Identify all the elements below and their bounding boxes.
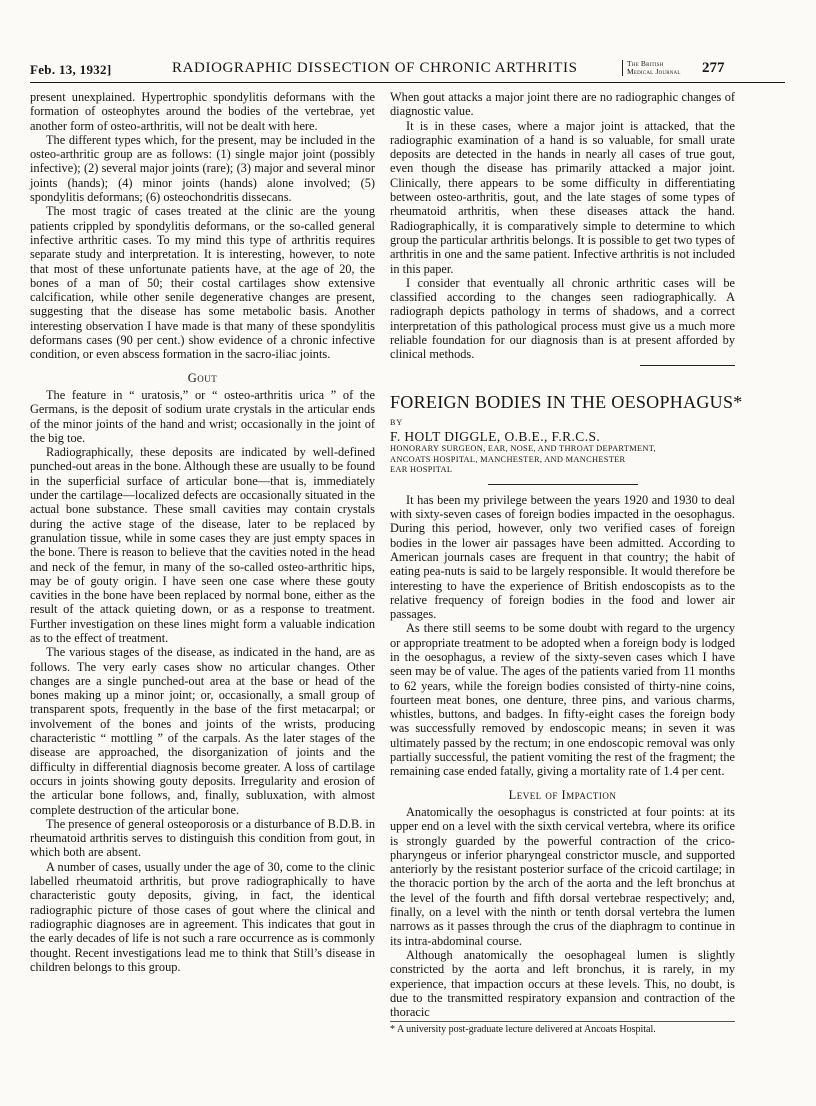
paragraph: Radiographically, these deposits are indicated by well-defined punched-out areas in the bone. Although these are usually to be found in the superficial surface of articular bone—that is, immediately under the cartilage—localized defects are occasionally situated in the actual bone substance. These small cavities may contain crystals during the active stage of the disease, later to be replaced by granulation tissue, while in some cases they are just empty spaces in the bone. There is reason to believe that the cavities noted in the head and neck of the femur, in many of the so-called osteo-arthritic hips, may be of gouty origin. I have seen one case where these gouty cavities in the bone have been replaced by normal bone, either as the result of the attack quieting down, or as a response to treatment. Further investigation on these lines might form a valuable indication as to the effect of treatment. — [30, 445, 375, 645]
paragraph: The feature in “ uratosis,” or “ osteo-arthritis urica ” of the Germans, is the deposit of sodium urate crystals in the articular ends of the minor joints of the hand and wrist; occasionally in the joint of the big toe. — [30, 387, 375, 445]
running-header — [30, 60, 785, 83]
left-column — [30, 90, 375, 974]
author-affiliation: EAR HOSPITAL — [390, 465, 453, 475]
paragraph: Although anatomically the oesophageal lumen is slightly constricted by the aorta and left bronchus, it is rarely, in my experience, that impaction occurs at these levels. This, no doubt, is due to the transmitted respiratory expansion and contraction of the thoracic — [390, 947, 735, 1020]
author-affiliation: ANCOATS HOSPITAL, MANCHESTER, AND MANCHESTER — [390, 454, 626, 464]
paragraph: A number of cases, usually under the age of 30, come to the clinic labelled rheumatoid arthritis, but prove radiographically to have characteristic gouty deposits, giving, in fact, the identical radiographic picture of those cases of gout where the clinical and radiographic diagnoses are in agreement. This indicates that gout in the early decades of life is not such a rare occurrence as is commonly thought. Recent investigations lead me to think that Still’s disease in children belongs to this group. — [30, 859, 375, 974]
author-affiliation: HONORARY SURGEON, EAR, NOSE, AND THROAT DEPARTMENT, — [390, 444, 656, 454]
paragraph: The presence of general osteoporosis or a disturbance of B.D.B. in rheumatoid arthritis serves to distinguish this condition from gout, in which both are absent. — [30, 816, 375, 860]
paragraph: It has been my privilege between the years 1920 and 1930 to deal with sixty-seven cases of foreign bodies impacted in the oesophagus. During this period, however, only two verified cases of foreign bodies in the lower air passages have been admitted. According to American journals cases are frequent in that country; the habit of eating pea-nuts is said to be largely responsible. It would therefore be interesting to have the experience of British endoscopists as to the relative frequency of foreign bodies in the food and lower air passages. — [390, 492, 735, 622]
right-column — [390, 90, 743, 1036]
journal-name-line1: The British — [627, 59, 664, 68]
title-divider — [488, 484, 638, 485]
paragraph: Anatomically the oesophagus is constricted at four points: at its upper end on a level with the sixth cervical vertebra, where its orifice is strongly guarded by the powerful contraction of the crico-pharyngeus or inferior pharyngeal constrictor muscle, and supported anteriorly by the resistant posterior surface of the cricoid cartilage; in the thoracic portion by the arch of the aorta and the left bronchus at the level of the fourth and fifth dorsal vertebrae respectively; and, finally, on a level with the ninth or tenth dorsal vertebra the lumen narrows as it passes through the crus of the diaphragm to continue in its intra-abdominal course. — [390, 804, 735, 948]
section-heading-impaction: Level of Impaction — [508, 787, 617, 802]
footnote: * A university post-graduate lecture delivered at Ancoats Hospital. — [390, 1021, 735, 1036]
section-heading-gout: Gout — [187, 370, 218, 385]
page-number: 277 — [702, 60, 725, 76]
byline: BY — [390, 417, 404, 427]
paragraph: As there still seems to be some doubt with regard to the urgency or appropriate treatment to be adopted when a foreign body is lodged in the oesophagus, a review of the sixty-seven cases which I have seen may be of value. The ages of the patients varied from 11 months to 62 years, while the foreign bodies consisted of thirty-nine coins, fourteen meat bones, one denture, three pins, and various charms, whistles, buttons, and badges. In fifty-eight cases the foreign body was successfully removed by endoscopic means; in seven it was ultimately passed by the rectum; in one endoscopic removal was only partially successful, the patient vomiting the rest of the fragment; the remaining case ended fatally, giving a mortality rate of 1.4 per cent. — [390, 621, 735, 779]
journal-name — [622, 60, 703, 76]
issue-date: Feb. 13, 1932] — [30, 62, 112, 77]
article-title: FOREIGN BODIES IN THE OESOPHAGUS* — [390, 391, 743, 412]
paragraph: present unexplained. Hypertrophic spondylitis deformans with the formation of osteophytes around the bodies of the vertebrae, yet another form of osteo-arthritis, will not be dealt with here. — [30, 90, 375, 133]
paragraph: It is in these cases, where a major joint is attacked, that the radiographic examination of a hand is so valuable, for small urate deposits are detected in the hands in nearly all cases of true gout, even though the disease has primarily attacked a major joint. Clinically, there appears to be some difficulty in differentiating between osteo-arthritis, gout, and the late stages of some types of rheumatoid arthritis, when these diseases attack the hand. Radiographically, it is comparatively simple to determine to which group the particular arthritis belongs. It is possible to get two types of arthritis in one and the same patient. Infective arthritis is not included in this paper. — [390, 118, 735, 276]
paragraph: The most tragic of cases treated at the clinic are the young patients crippled by spondylitis deformans, or the so-called general infective arthritic cases. To my mind this type of arthritis requires separate study and interpretation. It is interesting, however, to note that most of these unfortunate patients have, at the age of 20, the bones of a man of 50; their costal cartilages show extensive calcification, while other senile degenerative changes are present, suggesting that the disease has some metabolic basis. Another interesting observation I have made is that many of these spondylitis deformans cases (90 per cent.) show evidence of a chronic infective condition, or even abscess formation in the sacro-iliac joints. — [30, 204, 375, 362]
paragraph: The various stages of the disease, as indicated in the hand, are as follows. The very early cases show no articular changes. Other changes are a single punched-out area at the base or head of the bones making up a minor joint; or, occasionally, a small group of transparent spots, frequently in the base of the first metacarpal; or involvement of the bones and joints of the wrists, producing characteristic “ mottling ” of the carpals. As the later stages of the disease are approached, the disorganization of joints and the difficulty in differential diagnosis become greater. A loss of cartilage occurs in joints showing gouty deposits. Irregularity and erosion of the articular bone follows, and, finally, subluxation, with almost complete destruction of the articular bone. — [30, 645, 375, 817]
paragraph: I consider that eventually all chronic arthritic cases will be classified according to the changes seen radiographically. A radiograph depicts pathology in terms of shadows, and a correct interpretation of this pathological process must give us a much more reliable foundation for our diagnosis than is at present afforded by clinical methods. — [390, 275, 735, 362]
author-name: F. HOLT DIGGLE, O.B.E., F.R.C.S. — [390, 428, 601, 444]
paragraph: When gout attacks a major joint there are no radiographic changes of diagnostic value. — [390, 90, 735, 119]
journal-name-line2: Medical Journal — [627, 67, 681, 76]
paragraph: The different types which, for the present, may be included in the osteo-arthritic group are as follows: (1) single major joint (possibly infective); (2) several major joints (rare); (3) major and several minor joints (hands); (4) minor joints (hands) alone involved; (5) spondylitis deformans; (6) osteochondritis dissecans. — [30, 132, 375, 205]
article-end-rule — [640, 365, 735, 366]
running-title: RADIOGRAPHIC DISSECTION OF CHRONIC ARTHRITIS — [172, 60, 578, 76]
